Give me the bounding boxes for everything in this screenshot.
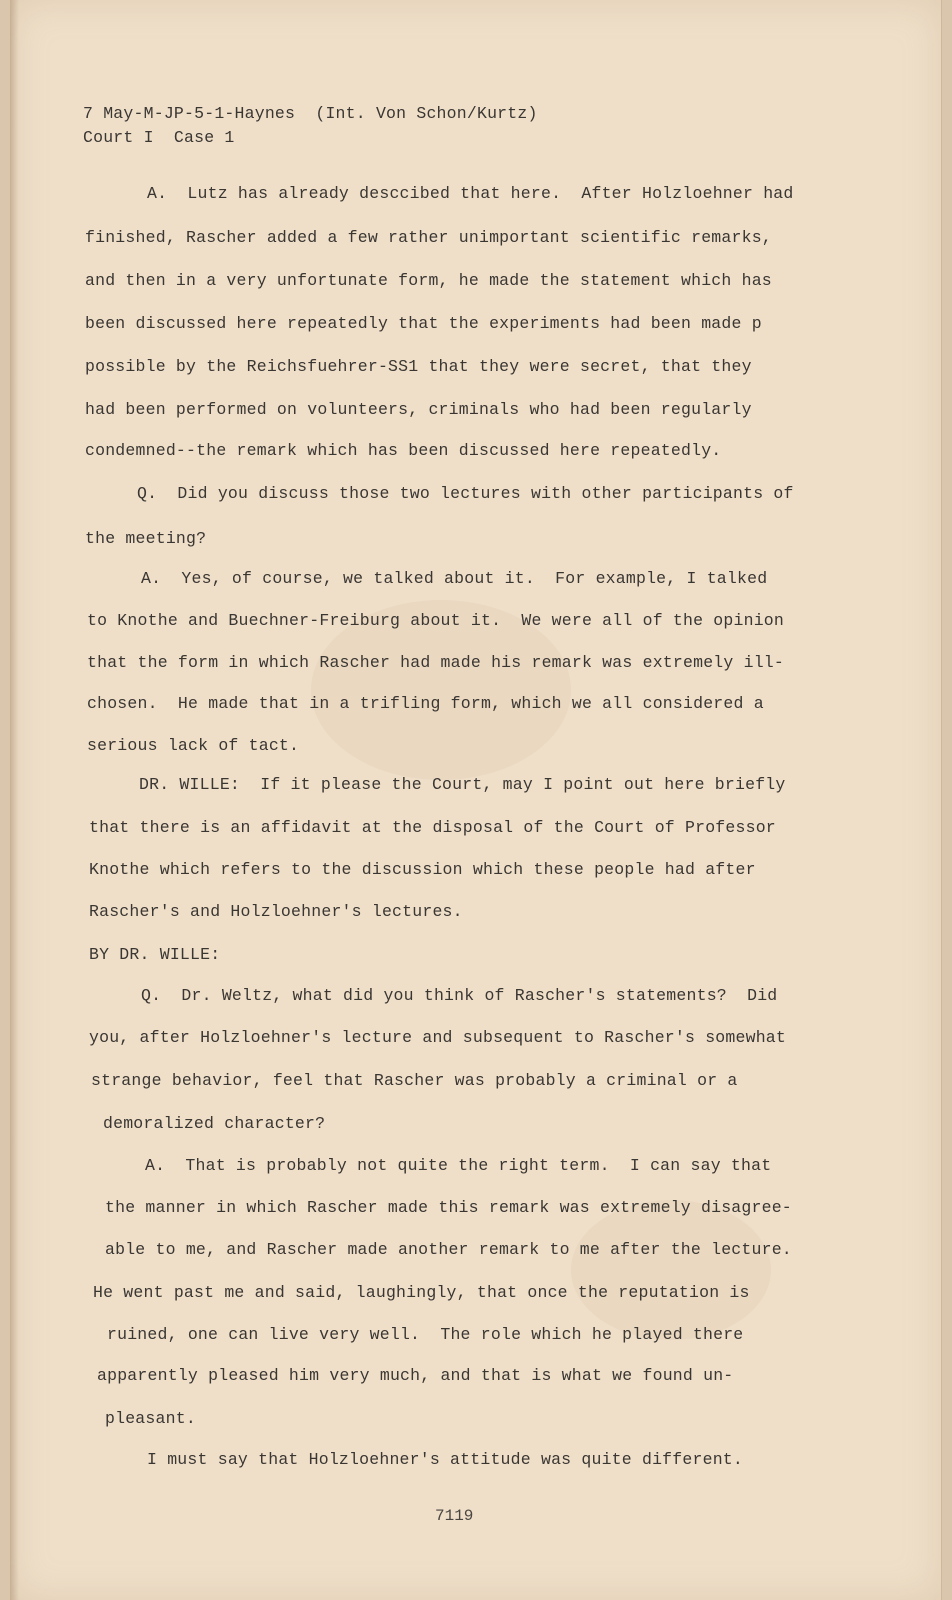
body-line: Rascher's and Holzloehner's lectures. — [89, 902, 463, 921]
body-line: A. Yes, of course, we talked about it. For example, I talked — [141, 569, 768, 588]
body-line: been discussed here repeatedly that the experiments had been made p — [85, 314, 762, 333]
body-line: I must say that Holzloehner's attitude was quite different. — [147, 1450, 743, 1469]
body-line: had been performed on volunteers, criminals who had been regularly — [85, 400, 752, 419]
body-line: that there is an affidavit at the disposal of the Court of Professor — [89, 818, 776, 837]
body-line: and then in a very unfortunate form, he made the statement which has — [85, 271, 772, 290]
body-line: Q. Did you discuss those two lectures with other participants of — [137, 484, 794, 503]
body-line: strange behavior, feel that Rascher was probably a criminal or a — [91, 1071, 738, 1090]
document-page — [10, 0, 942, 1600]
body-line: chosen. He made that in a trifling form, which we all considered a — [87, 694, 764, 713]
body-line: Knothe which refers to the discussion which these people had after — [89, 860, 756, 879]
body-line: finished, Rascher added a few rather unimportant scientific remarks, — [85, 228, 772, 247]
body-line: A. That is probably not quite the right term. I can say that — [145, 1156, 772, 1175]
body-line: He went past me and said, laughingly, that once the reputation is — [93, 1283, 750, 1302]
speaker-heading: BY DR. WILLE: — [89, 945, 221, 964]
page-edge — [11, 0, 19, 1600]
body-line: pleasant. — [105, 1409, 196, 1428]
body-line: ruined, one can live very well. The role which he played there — [107, 1325, 744, 1344]
body-line: serious lack of tact. — [87, 736, 300, 755]
paper-stain — [571, 1200, 771, 1340]
body-line: the meeting? — [85, 529, 207, 548]
body-line: condemned--the remark which has been discussed here repeatedly. — [85, 441, 722, 460]
header-line-1: 7 May-M-JP-5-1-Haynes (Int. Von Schon/Kurtz) — [83, 104, 538, 123]
body-line: DR. WILLE: If it please the Court, may I point out here briefly — [139, 775, 786, 794]
body-line: able to me, and Rascher made another remark to me after the lecture. — [105, 1240, 792, 1259]
body-line: that the form in which Rascher had made his remark was extremely ill- — [87, 653, 785, 672]
body-line: Q. Dr. Weltz, what did you think of Rascher's statements? Did — [141, 986, 778, 1005]
body-line: A. Lutz has already desccibed that here. After Holzloehner had — [147, 184, 794, 203]
body-line: demoralized character? — [103, 1114, 326, 1133]
body-line: you, after Holzloehner's lecture and subsequent to Rascher's somewhat — [89, 1028, 787, 1047]
body-line: apparently pleased him very much, and that is what we found un- — [97, 1366, 734, 1385]
page-number: 7119 — [435, 1507, 474, 1525]
header-line-2: Court I Case 1 — [83, 128, 235, 147]
body-line: the manner in which Rascher made this remark was extremely disagree- — [105, 1198, 792, 1217]
body-line: to Knothe and Buechner-Freiburg about it. We were all of the opinion — [87, 611, 785, 630]
body-line: possible by the Reichsfuehrer-SS1 that they were secret, that they — [85, 357, 752, 376]
